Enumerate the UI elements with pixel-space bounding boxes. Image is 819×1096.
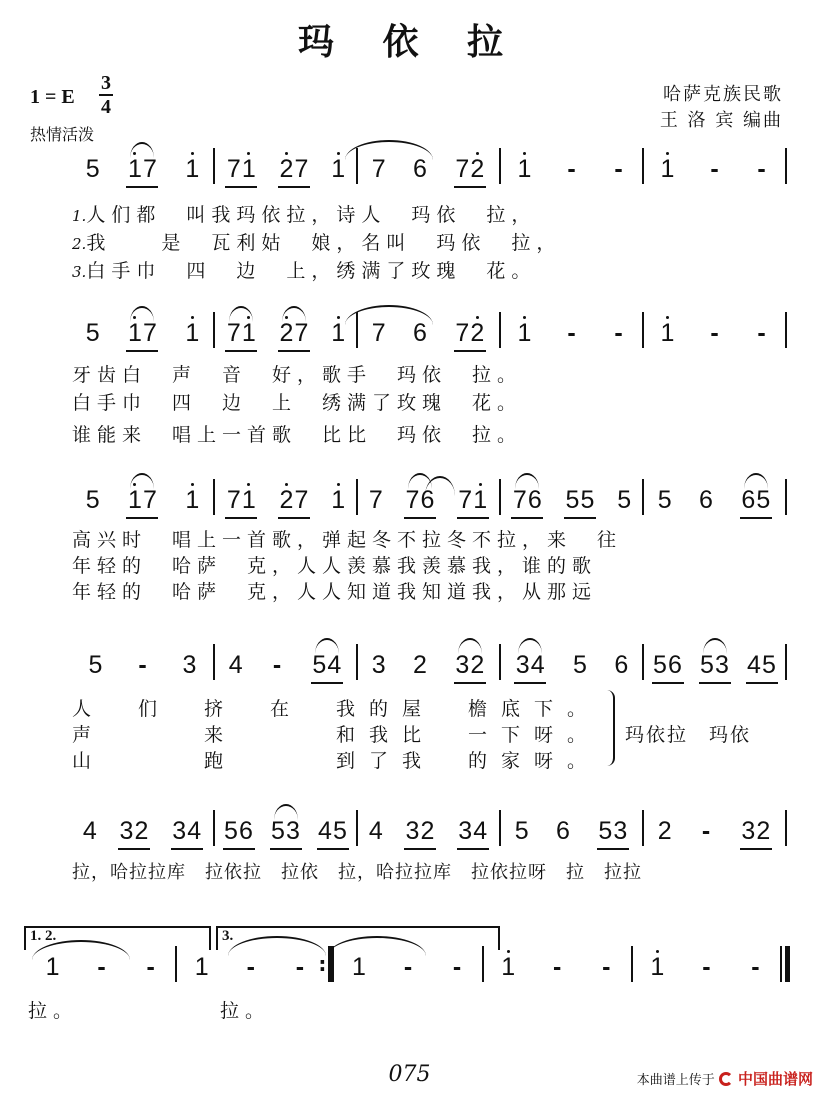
note: 6 — [741, 486, 756, 514]
note: 4 — [327, 651, 342, 679]
note: 5 — [598, 817, 613, 845]
note: 4 — [318, 817, 332, 845]
volta-label: 1. 2. — [30, 928, 57, 944]
note: 4 — [82, 817, 97, 845]
lyric-line: 年轻的 哈萨 克，人人羡慕我羡慕我，谁的歌 — [72, 555, 598, 577]
note: 2 — [420, 817, 435, 845]
sustain-dash: - — [757, 155, 766, 183]
lyric-line: 年轻的 哈萨 克，人人知道我知道我，从那远 — [72, 581, 598, 603]
barline — [785, 810, 787, 846]
note: 4 — [473, 817, 488, 845]
beamed-note-group — [270, 816, 302, 850]
note: 1 — [660, 319, 675, 347]
note: 5 — [573, 651, 587, 679]
measure — [358, 646, 499, 680]
beamed-note-group — [511, 485, 543, 519]
lyric-line — [72, 256, 536, 283]
measure — [644, 314, 785, 348]
beamed-note-group — [126, 318, 158, 352]
measure — [501, 314, 642, 348]
beamed-note-group — [652, 650, 684, 684]
note: 1 — [241, 155, 256, 183]
score-row-4 — [72, 646, 787, 680]
note: 7 — [455, 319, 470, 347]
measure — [72, 481, 213, 515]
measure — [501, 812, 642, 846]
sustain-dash: - — [452, 953, 462, 981]
lyric-line — [72, 200, 536, 227]
volta-third-ending — [216, 926, 500, 950]
note: 3 — [455, 651, 470, 679]
beamed-note-group — [699, 650, 731, 684]
site-logo[interactable] — [719, 1068, 813, 1089]
sustain-dash: - — [757, 319, 766, 347]
note: 1 — [331, 155, 346, 183]
note: 2 — [279, 155, 294, 183]
note: 1 — [185, 486, 200, 514]
lyric-line: 牙齿白 声 音 好，歌手 玛依 拉。 — [72, 364, 523, 386]
measure — [644, 646, 785, 680]
note: 7 — [512, 486, 527, 514]
beamed-note-group — [118, 816, 150, 850]
sustain-dash: - — [710, 319, 719, 347]
barline — [785, 148, 787, 184]
note: 6 — [699, 486, 713, 514]
note: 3 — [119, 817, 134, 845]
note: 5 — [565, 486, 580, 514]
note: 3 — [371, 651, 386, 679]
lyric-line: 拉，哈拉拉库 拉依拉 拉依 拉，哈拉拉库 拉依拉呀 拉 拉拉 — [72, 862, 642, 883]
measure — [72, 646, 213, 680]
credit-arranger: 王 洛 宾 编曲 — [659, 110, 783, 131]
sustain-dash: - — [138, 651, 147, 679]
note: 1 — [501, 953, 516, 981]
note: 1 — [331, 486, 346, 514]
lyric-line: 山 跑 到了我 的家呀。 — [72, 750, 601, 772]
measure — [358, 812, 499, 846]
note: 4 — [187, 817, 202, 845]
measure — [72, 150, 213, 184]
note: 7 — [143, 486, 157, 514]
note: 1 — [517, 319, 532, 347]
note: 7 — [143, 155, 157, 183]
lyric-line: 谁能来 唱上一首歌 比比 玛依 拉。 — [72, 424, 523, 446]
note: 1 — [660, 155, 675, 183]
measure — [501, 646, 642, 680]
lyric-line: 声 来 和我比 一下呀。 — [72, 724, 601, 746]
note: 6 — [527, 486, 542, 514]
note: 7 — [294, 486, 309, 514]
beamed-note-group — [311, 650, 343, 684]
note: 7 — [405, 486, 420, 514]
time-signature-bottom: 4 — [101, 96, 111, 118]
lyric-brace — [605, 690, 615, 766]
note: 7 — [226, 319, 241, 347]
beamed-note-group — [278, 154, 310, 188]
beamed-note-group — [171, 816, 203, 850]
note: 4 — [530, 651, 545, 679]
beamed-note-group — [746, 650, 778, 684]
note: 6 — [556, 817, 570, 845]
measure — [72, 314, 213, 348]
note: 5 — [85, 155, 100, 183]
beamed-note-group — [740, 816, 772, 850]
measure — [644, 812, 785, 846]
note: 1 — [128, 486, 142, 514]
beamed-note-group — [223, 816, 255, 850]
note: 3 — [286, 817, 300, 845]
note: 5 — [756, 486, 771, 514]
sustain-dash: - — [295, 953, 305, 981]
beamed-note-group — [457, 485, 489, 519]
measure — [72, 812, 213, 846]
lyric-line — [72, 228, 561, 255]
note: 5 — [271, 817, 285, 845]
sustain-dash: - — [567, 155, 576, 183]
beamed-note-group — [278, 318, 310, 352]
sustain-dash: - — [97, 953, 106, 981]
note: 3 — [172, 817, 187, 845]
note: 7 — [226, 486, 241, 514]
sustain-dash: - — [553, 953, 562, 981]
note: 5 — [700, 651, 714, 679]
note: 5 — [312, 651, 327, 679]
note: 3 — [515, 651, 530, 679]
note: 6 — [239, 817, 253, 845]
note: 3 — [405, 817, 420, 845]
volta-first-second-ending — [24, 926, 211, 950]
note: 7 — [371, 319, 386, 347]
note: 3 — [715, 651, 729, 679]
beamed-note-group — [564, 485, 596, 519]
beamed-note-group — [404, 816, 436, 850]
sustain-dash: - — [246, 953, 255, 981]
sustain-dash: - — [403, 953, 413, 981]
note: 7 — [368, 486, 383, 514]
note: 2 — [279, 319, 294, 347]
measure — [215, 646, 356, 680]
sustain-dash: - — [602, 953, 611, 981]
measure — [644, 481, 785, 515]
note: 2 — [470, 155, 485, 183]
note: 2 — [413, 651, 427, 679]
tempo-marking: 热情活泼 — [30, 125, 95, 144]
note: 1 — [128, 319, 142, 347]
note: 2 — [134, 817, 149, 845]
measure — [215, 314, 356, 348]
beamed-note-group — [454, 318, 486, 352]
sustain-dash: - — [702, 953, 711, 981]
note: 7 — [226, 155, 241, 183]
time-signature-top: 3 — [101, 72, 111, 94]
footer-text: 本曲谱上传于 — [636, 1073, 715, 1088]
verse-number: 1. — [72, 207, 87, 225]
note: 6 — [413, 319, 427, 347]
note: 2 — [470, 319, 485, 347]
beamed-note-group — [457, 816, 489, 850]
note: 1 — [517, 155, 532, 183]
footer-credit — [637, 1068, 813, 1089]
beamed-note-group — [126, 485, 158, 519]
beamed-note-group — [317, 816, 349, 850]
sustain-dash: - — [146, 953, 155, 981]
note: 1 — [331, 319, 346, 347]
sustain-dash: - — [710, 155, 719, 183]
beamed-note-group — [225, 154, 257, 188]
volta-label: 3. — [222, 928, 234, 944]
measure — [501, 481, 642, 515]
note: 2 — [470, 651, 485, 679]
measure — [215, 481, 356, 515]
beamed-note-group — [454, 154, 486, 188]
note: 5 — [85, 486, 100, 514]
lyric-line: 白手巾 四 边 上 绣满了玫瑰 花。 — [72, 392, 523, 414]
note: 3 — [182, 651, 197, 679]
lyric-line: 人 们 挤 在 我的屋 檐底下。 — [72, 698, 601, 720]
lyric-line: 高兴时 唱上一首歌，弹起冬不拉冬不拉，来 往 — [72, 529, 623, 551]
beamed-note-group — [278, 485, 310, 519]
note: 7 — [143, 319, 157, 347]
note: 5 — [514, 817, 529, 845]
barline — [785, 644, 787, 680]
measure — [215, 150, 356, 184]
beamed-note-group — [597, 816, 629, 850]
logo-icon — [719, 1072, 733, 1086]
verse-number: 3. — [72, 263, 87, 281]
note: 6 — [668, 651, 682, 679]
score-row-5 — [72, 812, 787, 846]
lyric-text: 人们都 叫我玛依拉，诗人 玛依 拉， — [86, 204, 537, 226]
beamed-note-group — [740, 485, 772, 519]
page-number: 075 — [388, 1062, 431, 1087]
note: 5 — [85, 319, 100, 347]
note: 1 — [194, 953, 209, 981]
note: 3 — [741, 817, 756, 845]
note: 5 — [580, 486, 595, 514]
key-signature: 1 = E — [30, 86, 75, 108]
note: 1 — [473, 486, 488, 514]
credit-origin: 哈萨克族民歌 — [663, 84, 783, 105]
lyric-text: 白手巾 四 边 上，绣满了玫瑰 花。 — [86, 260, 537, 282]
note: 4 — [747, 651, 761, 679]
sustain-dash: - — [614, 155, 623, 183]
lyric-text: 我 是 瓦利姑 娘，名叫 玛依 拉， — [86, 232, 562, 254]
verse-number: 2. — [72, 235, 87, 253]
note: 4 — [368, 817, 383, 845]
sustain-dash: - — [751, 953, 760, 981]
note: 3 — [458, 817, 473, 845]
note: 1 — [45, 953, 60, 981]
note: 6 — [614, 651, 629, 679]
note: 5 — [88, 651, 103, 679]
note: 2 — [756, 817, 771, 845]
sustain-dash: - — [614, 319, 623, 347]
note: 5 — [657, 486, 672, 514]
logo-text: 中国曲谱网 — [737, 1070, 813, 1088]
note: 1 — [185, 319, 200, 347]
note: 3 — [613, 817, 628, 845]
final-barline — [780, 946, 790, 982]
beamed-note-group — [126, 154, 158, 188]
song-title: 玛 依 拉 — [297, 21, 522, 63]
note: 1 — [128, 155, 142, 183]
note: 2 — [279, 486, 294, 514]
beamed-note-group — [454, 650, 486, 684]
note: 1 — [351, 953, 366, 981]
measure — [501, 150, 642, 184]
note: 5 — [653, 651, 667, 679]
lyric-line: 拉。 — [220, 1000, 271, 1022]
sustain-dash: - — [272, 651, 282, 679]
barline — [785, 312, 787, 348]
slur — [345, 140, 433, 160]
note: 7 — [371, 155, 386, 183]
note: 1 — [185, 155, 200, 183]
note: 5 — [224, 817, 238, 845]
refrain-lyric: 玛依拉 玛依 — [625, 724, 752, 746]
note: 1 — [241, 486, 256, 514]
note: 7 — [294, 319, 309, 347]
slur — [345, 305, 433, 325]
measure — [484, 948, 631, 982]
beamed-note-group — [514, 650, 546, 684]
measure — [644, 150, 785, 184]
time-signature — [98, 72, 114, 118]
note: 5 — [333, 817, 347, 845]
sustain-dash: - — [567, 319, 576, 347]
note: 5 — [617, 486, 632, 514]
note: 7 — [455, 155, 470, 183]
note: 4 — [228, 651, 243, 679]
note: 6 — [413, 155, 427, 183]
note: 7 — [294, 155, 309, 183]
note: 5 — [762, 651, 776, 679]
measure — [215, 812, 356, 846]
lyric-line: 拉。 — [28, 1000, 79, 1022]
sustain-dash: - — [701, 817, 711, 845]
note: 1 — [650, 953, 665, 981]
note: 6 — [420, 486, 435, 514]
note: 1 — [241, 319, 256, 347]
barline — [785, 479, 787, 515]
note: 2 — [657, 817, 672, 845]
beamed-note-group — [225, 485, 257, 519]
beamed-note-group — [225, 318, 257, 352]
note: 7 — [458, 486, 473, 514]
measure — [633, 948, 780, 982]
